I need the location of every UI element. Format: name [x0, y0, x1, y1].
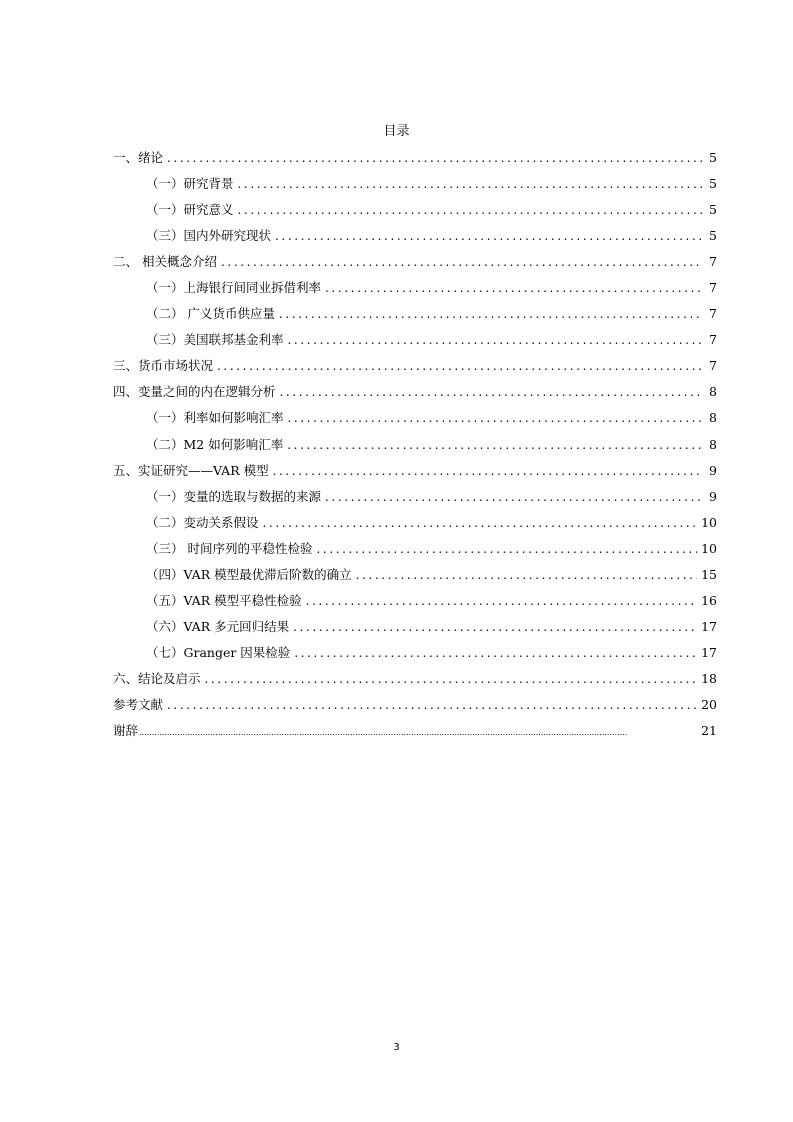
dot-leader	[273, 462, 703, 480]
toc-entry-label: （六）VAR 多元回归结果	[146, 618, 290, 634]
dot-leader	[205, 670, 698, 688]
toc-entry-page: 5	[709, 202, 717, 218]
toc-entry-page: 10	[701, 514, 717, 530]
toc-entry-page: 5	[709, 150, 717, 165]
toc-entry[interactable]	[113, 488, 717, 514]
toc-entry-label: （三）美国联邦基金利率	[146, 332, 284, 348]
dot-leader	[217, 357, 703, 375]
dot-leader	[139, 724, 700, 742]
toc-entry-label: （二）变动关系假设	[146, 514, 259, 530]
dot-leader	[275, 227, 703, 245]
toc-entry-page: 15	[701, 566, 717, 582]
toc-entry-page: 7	[709, 280, 717, 296]
toc-entry[interactable]	[113, 514, 717, 540]
dot-leader	[167, 696, 697, 714]
toc-entry[interactable]	[113, 357, 717, 383]
toc-entry-page: 7	[709, 254, 717, 270]
toc-entry-page: 18	[701, 670, 717, 686]
toc-entry-page: 8	[709, 384, 717, 400]
toc-entry[interactable]	[113, 331, 717, 357]
toc-entry[interactable]	[113, 305, 717, 331]
dot-leader	[293, 618, 697, 636]
toc-entry[interactable]	[113, 670, 717, 696]
dot-leader	[294, 644, 697, 662]
dot-leader	[238, 175, 703, 193]
toc-entry-label: （一）研究意义	[146, 202, 234, 218]
dot-leader	[280, 383, 703, 401]
toc-entry[interactable]	[113, 462, 717, 488]
toc-entry[interactable]	[113, 592, 717, 618]
toc-entry-label: 五、实证研究——VAR 模型	[113, 462, 269, 478]
toc-entry-label: （一）利率如何影响汇率	[146, 410, 284, 426]
toc-entry[interactable]	[113, 618, 717, 644]
toc-entry-page: 5	[709, 228, 717, 244]
toc-entry-label: （一）变量的选取与数据的来源	[146, 488, 322, 504]
toc-entry[interactable]	[113, 540, 717, 566]
toc-entry-page: 10	[701, 540, 717, 556]
dot-leader	[356, 566, 698, 584]
toc-entry[interactable]	[113, 279, 717, 305]
toc-entry[interactable]	[113, 722, 717, 748]
toc-entry-label: （一）研究背景	[146, 176, 234, 192]
toc-entry[interactable]	[113, 566, 717, 592]
toc-entry-label: （四）VAR 模型最优滞后阶数的确立	[146, 566, 352, 582]
dot-leader	[263, 514, 698, 532]
dot-leader	[279, 305, 703, 323]
dot-leader	[325, 279, 703, 297]
toc-entry-page: 16	[701, 592, 717, 608]
toc-entry-page: 7	[709, 306, 717, 322]
toc-entry[interactable]	[113, 175, 717, 201]
toc-entry-label: （七）Granger 因果检验	[146, 644, 291, 660]
toc-entry-label: （二）M2 如何影响汇率	[146, 436, 284, 452]
toc-entry-page: 7	[709, 358, 717, 374]
toc-entry-page: 21	[701, 723, 717, 739]
toc-entry[interactable]	[113, 436, 717, 462]
toc-entry-page: 5	[709, 176, 717, 192]
toc-entry-label: （五）VAR 模型平稳性检验	[146, 592, 302, 608]
toc-entry-label: （一）上海银行间同业拆借利率	[146, 280, 322, 296]
toc-entry-label: 四、变量之间的内在逻辑分析	[113, 384, 276, 400]
dot-leader	[221, 253, 703, 271]
toc-entry[interactable]	[113, 149, 717, 175]
dot-leader	[325, 488, 703, 506]
toc-entry-label: 参考文献	[113, 696, 164, 712]
dot-leader	[316, 540, 697, 558]
toc-entry-label: 六、结论及启示	[113, 670, 201, 686]
dot-leader	[287, 436, 703, 454]
toc-entry-page: 17	[701, 644, 717, 660]
toc-entry-page: 9	[709, 462, 717, 478]
toc-entry-label: （三）国内外研究现状	[146, 228, 272, 244]
toc-entry-page: 9	[709, 488, 717, 504]
toc-entry[interactable]	[113, 383, 717, 409]
toc-entry-label: （三） 时间序列的平稳性检验	[146, 540, 313, 556]
toc-entry-label: 二、 相关概念介绍	[113, 254, 217, 270]
page-number: 3	[393, 1042, 400, 1053]
toc-entry[interactable]	[113, 696, 717, 722]
table-of-contents	[113, 149, 717, 748]
toc-entry[interactable]	[113, 644, 717, 670]
toc-entry[interactable]	[113, 201, 717, 227]
toc-entry-label: 一、绪论	[113, 150, 164, 165]
toc-entry-label: （二） 广义货币供应量	[146, 306, 275, 322]
toc-entry-label: 谢辞	[113, 723, 139, 739]
dot-leader	[167, 149, 703, 167]
dot-leader	[288, 409, 703, 427]
dot-leader	[306, 592, 698, 610]
dot-leader	[238, 201, 703, 219]
toc-entry[interactable]	[113, 253, 717, 279]
toc-entry[interactable]	[113, 409, 717, 435]
toc-entry-page: 8	[709, 436, 717, 452]
toc-entry-page: 8	[709, 410, 717, 426]
toc-title: 目录	[383, 124, 410, 139]
toc-entry-page: 7	[709, 332, 717, 348]
dot-leader	[288, 331, 703, 349]
toc-entry-page: 20	[701, 696, 717, 712]
toc-entry[interactable]	[113, 227, 717, 253]
toc-entry-label: 三、货币市场状况	[113, 358, 214, 374]
toc-entry-page: 17	[701, 618, 717, 634]
